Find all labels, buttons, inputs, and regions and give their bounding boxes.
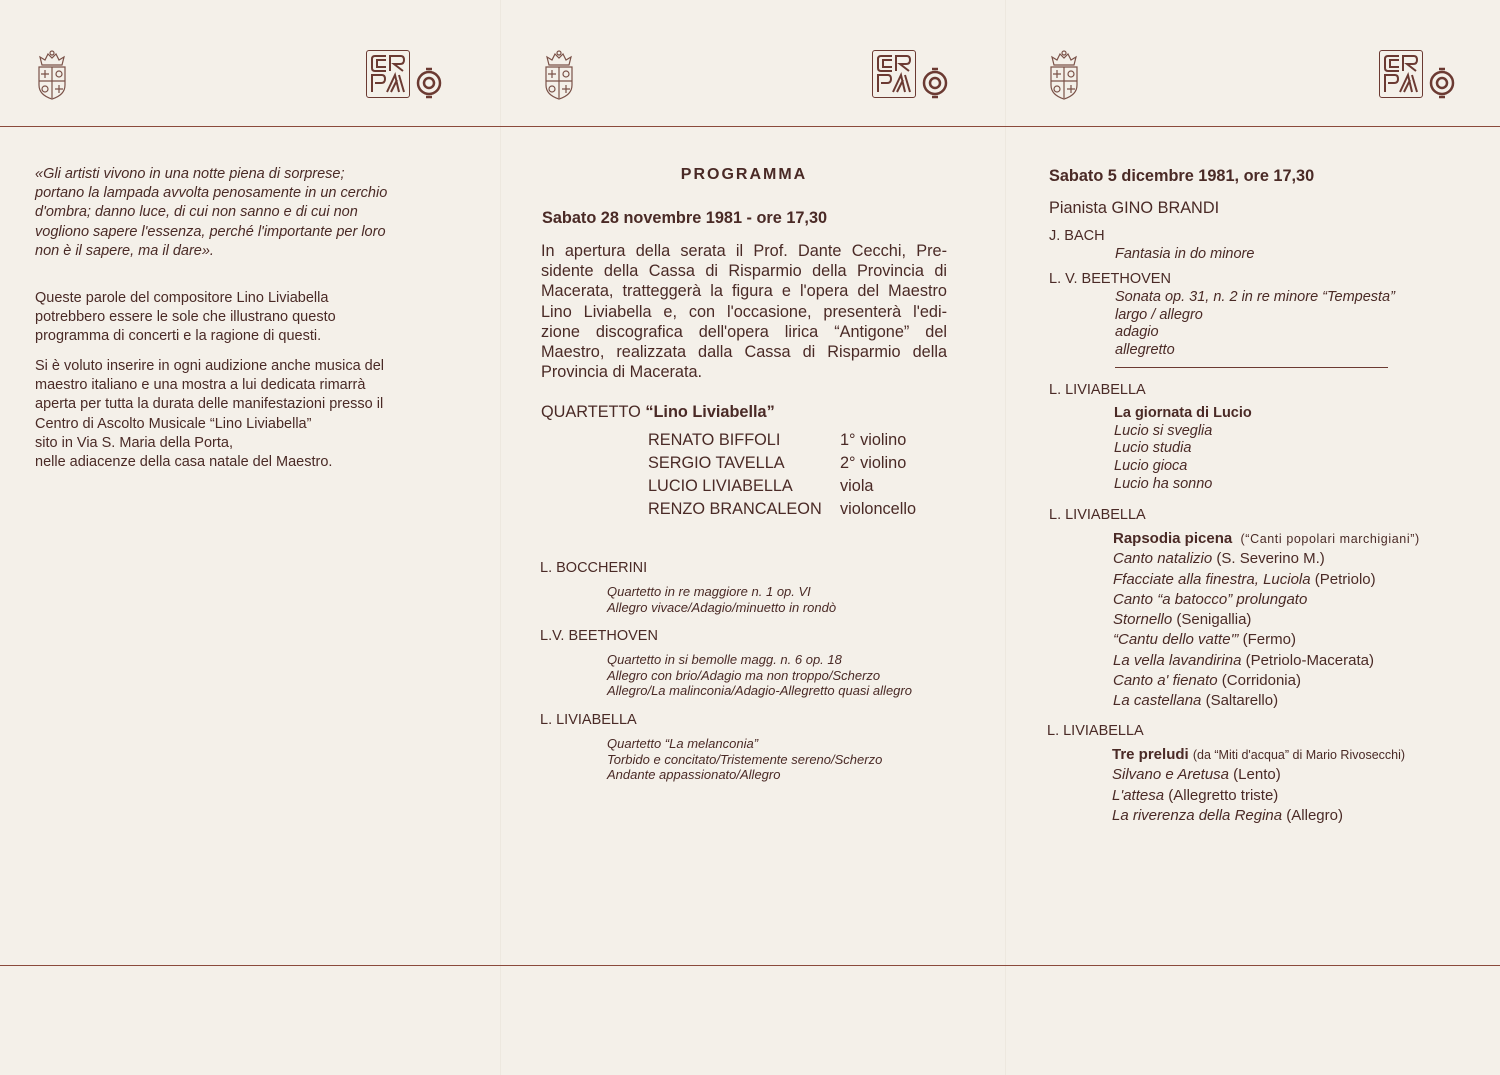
intro-text [541,241,947,382]
work-title: Rapsodia picena [1113,530,1233,547]
text-line: maestro italiano e una mostra a lui dedicata rimarrà [35,377,366,394]
intro-paragraph [35,289,336,347]
top-rule [0,126,1500,127]
text-line: zione discografica dell'opera lirica “Antigone” del [541,322,947,341]
member-name: SERGIO TAVELLA [648,454,785,472]
member-role: 2° violino [840,454,907,472]
crpm-logo [872,50,916,98]
work-title-italic: Stornello [1113,611,1173,629]
piece-line: Andante appassionato/Allegro [607,767,781,783]
composer: L. BOCCHERINI [540,560,648,576]
work-line [1113,570,1420,590]
separator [1115,367,1388,368]
work-line [1112,806,1405,826]
quartet-heading [541,403,775,422]
member-name: RENATO BIFFOLI [648,431,781,449]
rapsodia-block [1113,529,1420,712]
text-line: Queste parole del compositore Lino Liviabella [35,290,329,306]
quote-line: «Gli artisti vivono in una notte piena di sorprese; [35,166,345,182]
composer: L. LIVIABELLA [1049,382,1146,398]
concert-date-2: Sabato 5 dicembre 1981, ore 17,30 [1049,167,1315,185]
text-line: Lino Liviabella e, con l'occasione, presenterà l'edi- [541,302,947,321]
text-line: sito in Via S. Maria della Porta, [35,434,233,451]
work-location: (Saltarello) [1201,692,1279,710]
work-line: Lucio studia [1114,440,1192,457]
text-line: Si è voluto inserire in ogni audizione anche musica del [35,358,385,374]
bottom-rule [0,965,1500,966]
composer: L. LIVIABELLA [1047,723,1144,739]
work-line [1113,630,1420,650]
work-location: (Corridonia) [1217,672,1301,690]
quote [35,165,387,261]
work-location: (Petriolo-Macerata) [1241,651,1374,669]
member-role: 1° violino [840,431,907,449]
work-line [1113,671,1420,691]
composer: L. LIVIABELLA [540,712,637,728]
member-name: LUCIO LIVIABELLA [648,477,793,495]
work-line [1113,691,1420,711]
work-line: adagio [1115,324,1159,341]
coat-of-arms-icon [1048,49,1080,101]
member-role: viola [840,477,874,495]
work-title: Fantasia in do minore [1115,246,1255,262]
composer: L. LIVIABELLA [1049,507,1146,523]
work-title-italic: La castellana [1113,692,1202,710]
fold-line [1005,0,1006,1075]
o-emblem-icon [1428,66,1456,100]
piece-line: Allegro con brio/Adagio ma non troppo/Scherzo [607,667,881,683]
crpm-logo [1379,50,1423,98]
preludi-block [1112,745,1405,826]
work-title: Tre preludi [1112,746,1189,763]
composer: J. BACH [1049,228,1105,244]
quartet-name: “Lino Liviabella” [645,403,775,421]
work-title-italic: Canto “a batocco” prolungato [1113,590,1308,608]
text-line: Maestro, realizzata dalla Cassa di Risparmio della [541,343,947,362]
quote-line: portano la lampada avvolta penosamente in un cerchio [35,185,388,202]
crpm-logo-icon [369,53,407,95]
work-line: Lucio si sveglia [1114,422,1213,439]
exhibition-paragraph [35,357,384,472]
sonata-block [1115,289,1395,360]
program-title: PROGRAMMA [680,166,808,183]
work-line [1113,590,1420,610]
piece-block [607,584,836,615]
coat-of-arms-icon [543,49,575,101]
work-location: (Allegretto triste) [1164,786,1279,804]
text-line: Macerata, tratteggerà la figura e l'opera del Maestro [541,282,947,301]
piece-line: Quartetto in re maggiore n. 1 op. VI [607,584,811,599]
piece-line: Quartetto in si bemolle magg. n. 6 op. 18 [607,652,842,667]
work-line: largo / allegro [1115,306,1203,323]
work-title-italic: La vella lavandirina [1113,651,1242,669]
piece-line: Torbido e concitato/Tristemente sereno/Scherzo [607,751,883,767]
o-emblem-icon [921,66,949,100]
work-title-italic: Canto a' fienato [1113,672,1218,690]
work-note: (“Canti popolari marchigiani”) [1240,532,1420,546]
work-line [1112,786,1405,806]
quartet-label: QUARTETTO [541,403,641,421]
crpm-logo [366,50,410,98]
work-location: (S. Severino M.) [1212,550,1325,568]
work-line [1113,549,1420,569]
text-line: potrebbero essere le sole che illustrano questo [35,309,336,326]
work-title-italic: L'attesa [1112,786,1165,804]
o-emblem-icon [415,66,443,100]
work-note: (da “Miti d'acqua” di Mario Rivosecchi) [1192,748,1406,762]
concert-date-1: Sabato 28 novembre 1981 - ore 17,30 [542,209,828,227]
text-line: In apertura della serata il Prof. Dante Cecchi, Pre- [541,242,947,260]
work-location: (Allegro) [1282,806,1343,824]
member-role: violoncello [840,500,917,518]
piece-line: Allegro vivace/Adagio/minuetto in rondò [607,599,837,615]
work-title-italic: Canto natalizio [1113,550,1213,568]
work-title: La giornata di Lucio [1114,405,1252,421]
work-line: Sonata op. 31, n. 2 in re minore “Tempesta” [1115,289,1395,305]
piece-block [607,736,882,783]
crpm-logo-icon [1382,53,1420,95]
work-title-italic: Ffacciate alla finestra, Luciola [1113,570,1311,588]
work-line: allegretto [1115,342,1175,359]
text-line: Provincia di Macerata. [541,363,703,382]
giornata-block [1114,405,1252,494]
text-line: Centro di Ascolto Musicale “Lino Liviabella” [35,415,312,432]
piece-line: Quartetto “La melanconia” [607,736,759,751]
work-line: Lucio ha sonno [1114,475,1213,492]
work-title-italic: La riverenza della Regina [1112,806,1283,824]
composer: L.V. BEETHOVEN [540,628,658,644]
work-line [1113,651,1420,671]
pianist: Pianista GINO BRANDI [1049,199,1220,217]
work-title-italic: “Cantu dello vatte'” [1113,631,1239,649]
text-line: nelle adiacenze della casa natale del Maestro. [35,454,333,471]
coat-of-arms-icon [36,49,68,101]
quote-line: non è il sapere, ma il dare». [35,242,214,259]
work-location: (Petriolo) [1310,570,1376,588]
work-line [1112,765,1405,785]
work-title-italic: Silvano e Aretusa [1112,766,1230,784]
text-line: programma di concerti e la ragione di questi. [35,328,322,345]
work-line [1113,610,1420,630]
member-name: RENZO BRANCALEON [648,500,822,518]
quote-line: vogliono sapere l'essenza, perché l'importante per loro [35,223,386,240]
composer: L. V. BEETHOVEN [1049,271,1171,287]
quote-line: d'ombra; danno luce, di cui non sanno e di cui non [35,204,358,221]
piece-line: Allegro/La malinconia/Adagio-Allegretto quasi allegro [607,683,912,699]
work-location: (Senigallia) [1172,611,1252,629]
text-line: sidente della Cassa di Risparmio della Provincia di [541,262,947,281]
crpm-logo-icon [875,53,913,95]
work-line: Lucio gioca [1114,458,1188,475]
work-location: (Fermo) [1238,631,1296,649]
text-line: aperta per tutta la durata delle manifestazioni presso il [35,396,384,413]
work-location: (Lento) [1229,766,1281,784]
fold-line [500,0,501,1075]
piece-block [607,652,912,699]
